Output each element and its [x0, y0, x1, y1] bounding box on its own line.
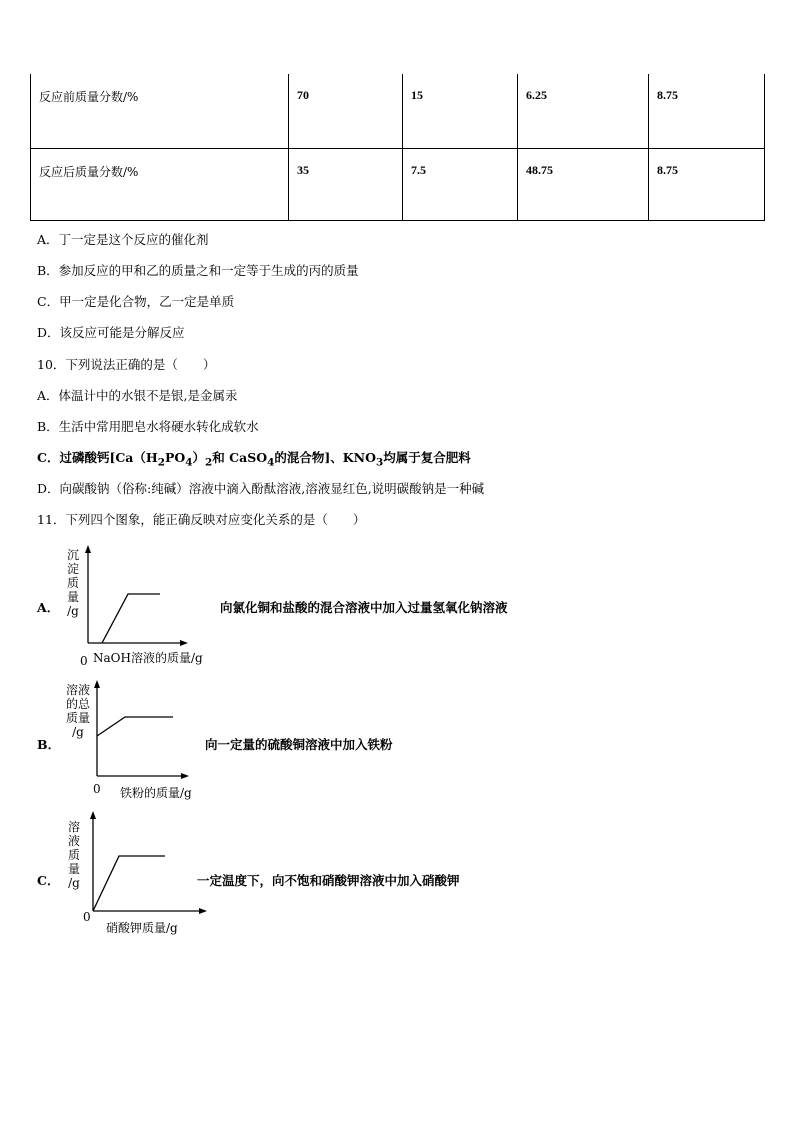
q11-stem: 11．下列四个图象，能正确反映对应变化关系的是（ ） — [37, 512, 366, 527]
y-axis-arrow — [90, 811, 96, 819]
data-curve — [102, 594, 160, 643]
x-axis-arrow — [180, 640, 188, 646]
graph-c-xlabel: 硝酸钾质量/g — [106, 921, 178, 935]
graph-c-origin: 0 — [83, 910, 91, 924]
table-cell: 7.5 — [403, 149, 518, 221]
subscript: 2 — [157, 456, 165, 469]
q10-option-c — [37, 448, 471, 469]
graph-c-option: C． — [37, 873, 60, 888]
q10-option-d: D．向碳酸钠（俗称:纯碱）溶液中滴入酚酞溶液,溶液显红色,说明碳酸钠是一种碱 — [37, 481, 485, 496]
q10-option-a: A．体温计中的水银不是银,是金属汞 — [37, 388, 238, 403]
ylabel-line: 量 — [67, 862, 80, 876]
table-cell: 8.75 — [649, 149, 765, 221]
table-cell: 70 — [289, 74, 403, 149]
subscript: 4 — [267, 456, 275, 469]
ylabel-line: 质 — [66, 576, 79, 590]
text-segment: C．过磷酸钙[Ca（H — [37, 450, 158, 465]
table-row — [31, 74, 765, 149]
q9-option-d: D．该反应可能是分解反应 — [37, 325, 185, 340]
graph-b-xlabel: 铁粉的质量/g — [120, 786, 192, 800]
graph-b-caption: 向一定量的硫酸铜溶液中加入铁粉 — [205, 737, 393, 752]
ylabel-line: /g — [67, 604, 79, 618]
subscript: 2 — [205, 456, 213, 469]
y-axis-arrow — [85, 545, 91, 553]
ylabel-line: 溶液 — [65, 683, 90, 697]
ylabel-line: /g — [68, 876, 80, 890]
row-label: 反应后质量分数/% — [31, 149, 289, 221]
ylabel-line: 量 — [66, 590, 79, 604]
x-axis-arrow — [181, 773, 189, 779]
table-row — [31, 149, 765, 221]
graph-b-plot — [89, 680, 199, 780]
y-axis-arrow — [94, 680, 100, 688]
text-segment: ） — [192, 450, 206, 465]
graph-a-xlabel: NaOH溶液的质量/g — [93, 651, 203, 665]
q10-option-b: B．生活中常用肥皂水将硬水转化成软水 — [37, 419, 259, 434]
text-segment: 均属于复合肥料 — [383, 450, 471, 465]
subscript: 3 — [375, 456, 384, 469]
data-curve — [93, 856, 165, 911]
table-cell: 6.25 — [518, 74, 649, 149]
subscript: 4 — [185, 456, 193, 469]
data-curve — [97, 717, 173, 736]
q9-option-b: B．参加反应的甲和乙的质量之和一定等于生成的丙的质量 — [37, 263, 359, 278]
table-cell: 8.75 — [649, 74, 765, 149]
graph-b-origin: 0 — [93, 782, 101, 796]
table-cell: 48.75 — [518, 149, 649, 221]
graph-c-ylabel — [65, 820, 83, 890]
graph-a-plot — [80, 545, 190, 655]
graph-a-caption: 向氯化铜和盐酸的混合溶液中加入过量氢氧化钠溶液 — [220, 600, 508, 615]
text-segment: 的混合物]、KNO — [274, 450, 376, 465]
q10-stem: 10．下列说法正确的是（ ） — [37, 357, 216, 372]
mass-fraction-table — [30, 74, 765, 221]
graph-c-plot — [85, 811, 215, 921]
ylabel-line: 淀 — [66, 562, 79, 576]
graph-b-option: B． — [37, 737, 61, 752]
q9-option-a: A．丁一定是这个反应的催化剂 — [37, 232, 209, 247]
table-cell: 35 — [289, 149, 403, 221]
table-cell: 15 — [403, 74, 518, 149]
ylabel-line: 沉 — [66, 548, 79, 562]
x-axis-arrow — [199, 908, 207, 914]
ylabel-line: 溶 — [67, 820, 80, 834]
text-segment: PO — [164, 450, 186, 465]
text-segment: 和 CaSO — [212, 450, 268, 465]
graph-a-option: A． — [37, 600, 60, 615]
ylabel-line: 质 — [67, 848, 80, 862]
row-label: 反应前质量分数/% — [31, 74, 289, 149]
graph-c-caption: 一定温度下，向不饱和硝酸钾溶液中加入硝酸钾 — [197, 873, 460, 888]
ylabel-line: 质量 — [65, 711, 90, 725]
ylabel-line: 液 — [67, 834, 80, 848]
ylabel-line: /g — [72, 725, 84, 739]
ylabel-line: 的总 — [65, 697, 90, 711]
graph-a-origin: 0 — [80, 654, 88, 668]
q9-option-c: C．甲一定是化合物，乙一定是单质 — [37, 294, 235, 309]
